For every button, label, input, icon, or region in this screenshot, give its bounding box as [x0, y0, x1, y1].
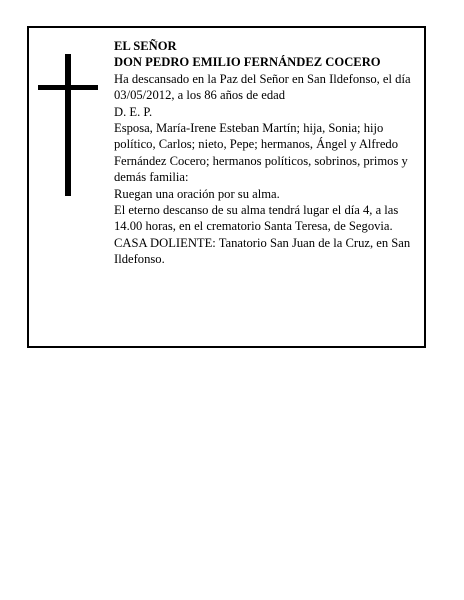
obituary-text: [114, 38, 420, 268]
service-details: El eterno descanso de su alma tendrá lugar el día 4, a las 14.00 horas, en el crematorio Santa Teresa, de Segovia.: [114, 203, 399, 234]
rip-line: D. E. P.: [114, 104, 153, 119]
notice-title: EL SEÑOR: [114, 39, 177, 53]
passing-statement: Ha descansado en la Paz del Señor en San Ildefonso, el día 03/05/2012, a los 86 años de edad: [114, 71, 411, 103]
mourning-house: CASA DOLIENTE: Tanatorio San Juan de la Cruz, en San Ildefonso.: [114, 235, 411, 267]
cross-vertical-bar: [65, 54, 71, 196]
prayer-request: Ruegan una oración por su alma.: [114, 186, 280, 201]
cross-horizontal-bar: [38, 85, 98, 90]
deceased-name: DON PEDRO EMILIO FERNÁNDEZ COCERO: [114, 55, 381, 70]
family-list: Esposa, María-Irene Esteban Martín; hija, Sonia; hijo político, Carlos; nieto, Pepe; hermanos, Ángel y Alfredo Fernández Cocero; hermanos políticos, sobrinos, primos y demás familia:: [114, 121, 408, 185]
